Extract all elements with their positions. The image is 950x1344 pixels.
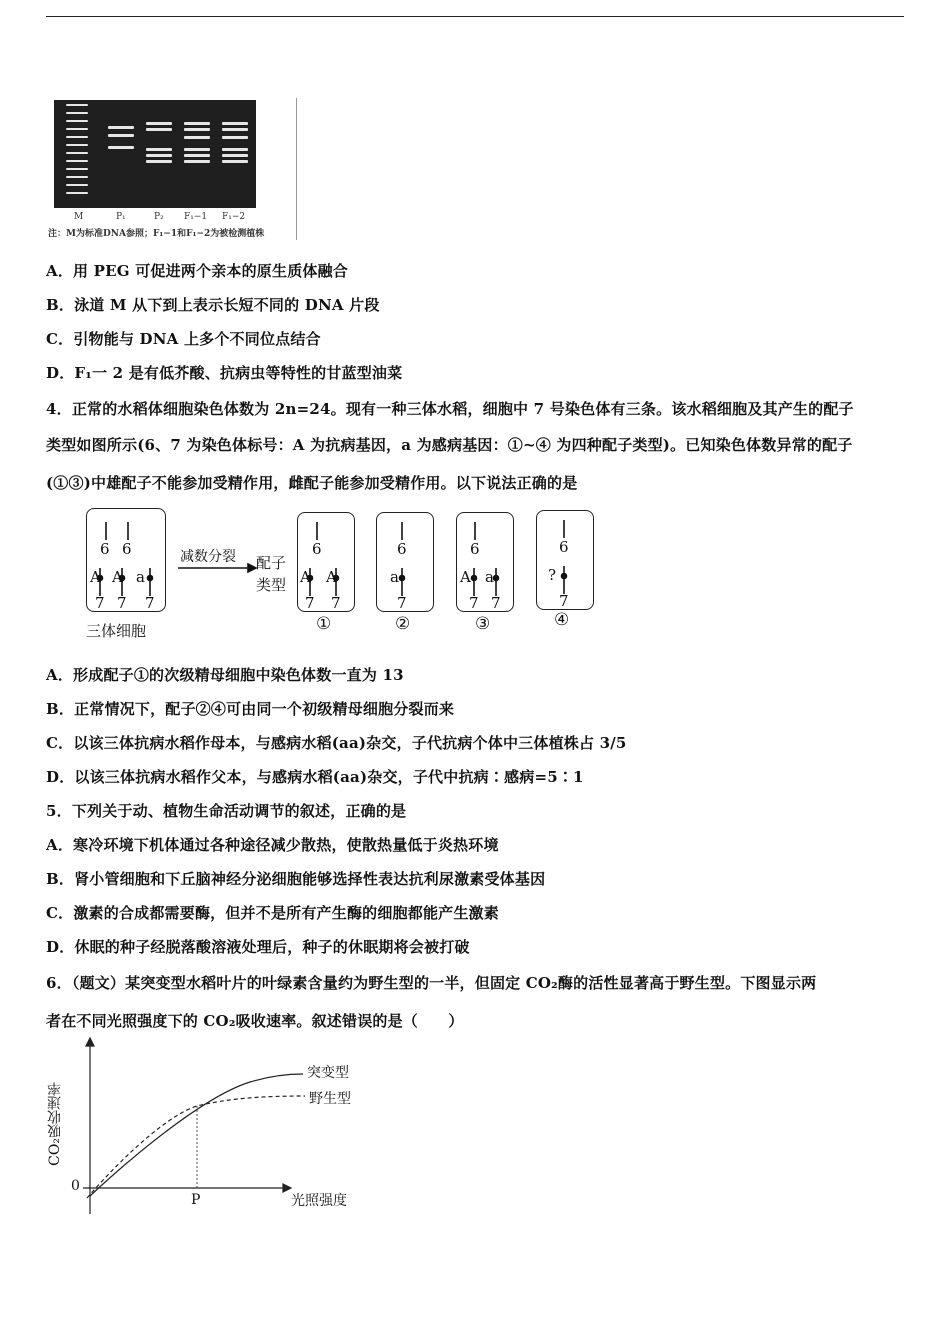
gene-lower-a: a	[136, 568, 145, 586]
gene-a-2: A	[112, 568, 123, 586]
origin-label: 0	[71, 1178, 80, 1194]
gamete-2-label: ②	[395, 614, 411, 634]
point-p-label: P	[191, 1192, 201, 1208]
series-label-wild: 野生型	[309, 1091, 351, 1107]
x-axis-label: 光照强度	[291, 1193, 347, 1209]
co2-graph	[47, 1036, 375, 1221]
g1-num7a: 7	[305, 594, 315, 612]
q6-stem-line-1: 6．（题文）某突变型水稻叶片的叶绿素含量约为野生型的一半，但固定 CO₂酶的活性显著高于野生型。下图显示两	[46, 974, 817, 992]
lane-label-m: M	[74, 212, 84, 222]
lane-label-p1: P₁	[116, 212, 126, 222]
gamete-4-label: ④	[554, 610, 570, 630]
q4-stem-line-2: 类型如图所示(6、7 为染色体标号：A 为抗病基因，a 为感病基因：①~④ 为四种配子类型)。已知染色体数异常的配子	[46, 436, 853, 454]
gamete-3-cell	[456, 512, 514, 612]
q5-stem: 5．下列关于动、植物生命活动调节的叙述，正确的是	[46, 802, 407, 820]
chrom-num-6a: 6	[100, 540, 110, 558]
gamete-3-label: ③	[475, 614, 491, 634]
q6-stem-line-2: 者在不同光照强度下的 CO₂吸收速率。叙述错误的是（ ）	[46, 1012, 464, 1030]
q3-option-b: B．泳道 M 从下到上表示长短不同的 DNA 片段	[46, 296, 380, 314]
g1-gene-a1: A	[300, 568, 311, 586]
g3-num7b: 7	[491, 594, 501, 612]
chrom-num-7a: 7	[95, 594, 105, 612]
q4-option-c: C．以该三体抗病水稻作母本，与感病水稻(aa)杂交，子代抗病个体中三体植株占 3/5	[46, 734, 627, 752]
g3-gene-lower-a: a	[485, 568, 494, 586]
chrom-num-7c: 7	[145, 594, 155, 612]
chrom-num-7b: 7	[117, 594, 127, 612]
g1-num6: 6	[312, 540, 322, 558]
meiosis-label: 减数分裂	[180, 549, 236, 565]
gel-figure	[46, 98, 298, 242]
wild-curve	[87, 1096, 305, 1198]
q5-option-d: D．休眠的种子经脱落酸溶液处理后，种子的休眠期将会被打破	[46, 938, 470, 956]
q4-stem-line-1: 4．正常的水稻体细胞染色体数为 2n=24。现有一种三体水稻，细胞中 7 号染色体有三条。该水稻细胞及其产生的配子	[46, 400, 854, 418]
q4-stem-line-3: (①③)中雄配子不能参加受精作用，雌配子能参加受精作用。以下说法正确的是	[46, 474, 578, 492]
g1-gene-a2: A	[326, 568, 337, 586]
g1-num7b: 7	[331, 594, 341, 612]
header-rule	[46, 16, 904, 17]
trisomic-cell-label: 三体细胞	[86, 622, 147, 640]
g3-num7a: 7	[469, 594, 479, 612]
q4-option-b: B．正常情况下，配子②④可由同一个初级精母细胞分裂而来	[46, 700, 455, 718]
mutant-curve	[90, 1074, 303, 1196]
chromosome-figure	[80, 506, 600, 646]
q5-option-c: C．激素的合成都需要酶，但并不是所有产生酶的细胞都能产生激素	[46, 904, 499, 922]
q4-option-d: D．以该三体抗病水稻作父本，与感病水稻(aa)杂交，子代中抗病∶感病=5∶1	[46, 768, 584, 786]
g3-num6: 6	[470, 540, 480, 558]
gene-a-1: A	[90, 568, 101, 586]
q3-option-d: D．F₁一 2 是有低芥酸、抗病虫等特性的甘蓝型油菜	[46, 364, 403, 382]
gamete-type-label-1: 配子	[256, 554, 287, 572]
gel-note: 注：M为标准DNA参照；F₁−1和F₁−2为被检测植株	[48, 229, 265, 239]
lane-label-f1-2: F₁−2	[222, 212, 246, 222]
q4-option-a: A．形成配子①的次级精母细胞中染色体数一直为 13	[46, 666, 404, 684]
q5-option-a: A．寒冷环境下机体通过各种途径减少散热，使散热量低于炎热环境	[46, 836, 499, 854]
g4-num6: 6	[559, 538, 569, 556]
g2-gene-lower-a: a	[390, 568, 399, 586]
y-axis-label: CO₂吸收速率	[47, 1082, 63, 1166]
lane-label-p2: P₂	[154, 212, 164, 222]
q3-option-a: A．用 PEG 可促进两个亲本的原生质体融合	[46, 262, 349, 280]
series-label-mutant: 突变型	[307, 1065, 349, 1081]
gamete-1-label: ①	[316, 614, 332, 634]
g2-num7: 7	[397, 594, 407, 612]
g2-num6: 6	[397, 540, 407, 558]
gel-image	[54, 100, 256, 208]
g4-num7: 7	[559, 592, 569, 610]
gamete-type-label-2: 类型	[256, 576, 287, 594]
chrom-num-6b: 6	[122, 540, 132, 558]
lane-label-f1-1: F₁−1	[184, 212, 208, 222]
g4-gene-unknown: ?	[548, 566, 557, 584]
q3-option-c: C．引物能与 DNA 上多个不同位点结合	[46, 330, 321, 348]
g3-gene-a: A	[460, 568, 471, 586]
q5-option-b: B．肾小管细胞和下丘脑神经分泌细胞能够选择性表达抗利尿激素受体基因	[46, 870, 546, 888]
